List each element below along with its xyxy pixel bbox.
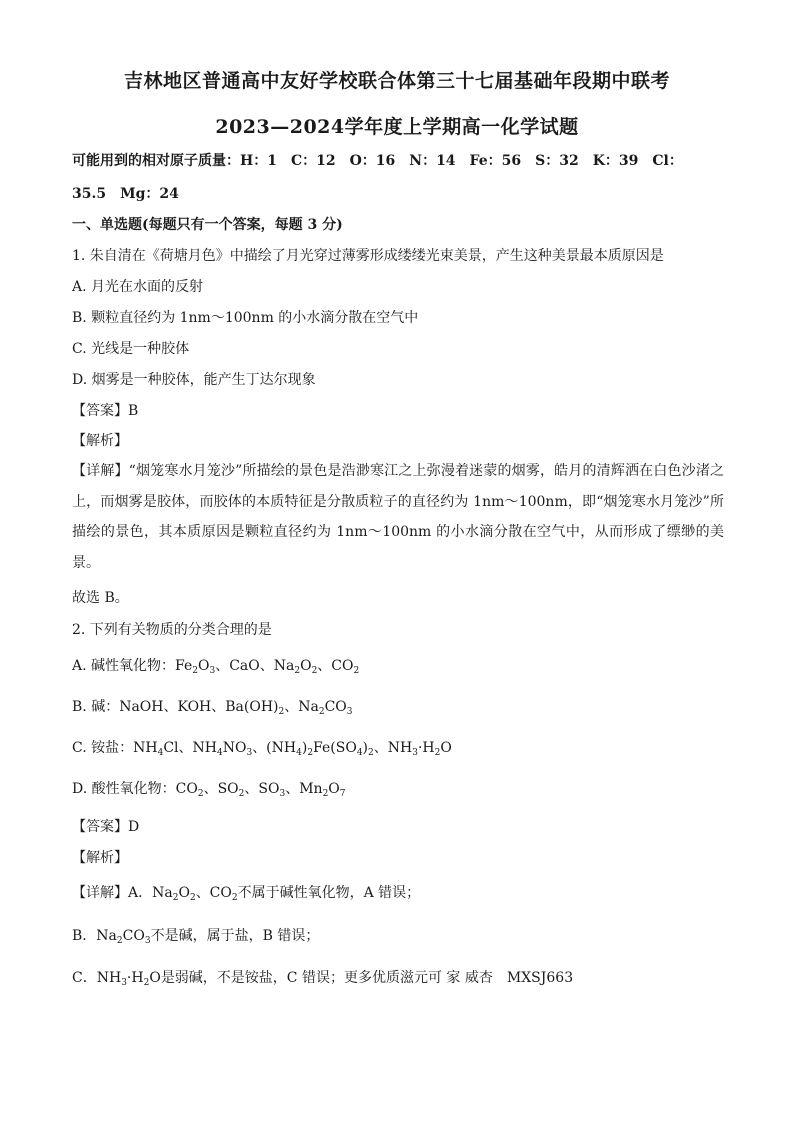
question-1-option-c: C. 光线是一种胶体	[72, 341, 190, 357]
question-1-detail: 【详解】“烟笼寒水月笼沙”所描绘的景色是浩渺寒江之上弥漫着迷蒙的烟雾，皓月的清辉洒在白色沙渚之上，而烟雾是胶体，而胶体的本质特征是分散质粒子的直径约为 1nm～100nm，即“烟笼寒水月笼沙”所描绘的景色，其本质原因是颗粒直径约为 1nm～100nm 的小水滴分散在空气中，从而形成了缥缈的美景。	[72, 463, 724, 571]
detail-a-formulas: $Na_2O_2$、$CO_2$	[152, 885, 238, 903]
question-1-answer: 【答案】B	[72, 403, 139, 419]
detail-c-suffix: 是弱碱，不是铵盐，C 错误；更多优质滋元可 家 威杏 MXSJ663	[160, 970, 574, 986]
exam-subtitle: 2023—2024学年度上学期高一化学试题	[215, 116, 579, 138]
question-1-stem: 1. 朱自清在《荷塘月色》中描绘了月光穿过薄雾形成缕缕光束美景，产生这种美景最本质原因是	[72, 248, 664, 264]
option-c-formulas: $NH_4Cl$、$NH_4NO_3$、$(NH_4)_2Fe(SO_4)_2$、$NH_3\cdot H_2O$	[133, 740, 452, 758]
question-2-option-b	[72, 696, 353, 716]
detail-c-prefix: C．	[72, 970, 97, 986]
detail-b-prefix: B．	[72, 928, 97, 944]
detail-a-suffix: 不属于碱性氧化物，A 错误；	[237, 885, 421, 901]
question-2-stem: 2. 下列有关物质的分类合理的是	[72, 622, 272, 638]
question-1-option-d: D. 烟雾是一种胶体，能产生丁达尔现象	[72, 372, 316, 388]
question-1-analysis-label: 【解析】	[72, 433, 128, 449]
exam-title: 吉林地区普通高中友好学校联合体第三十七届基础年段期中联考	[123, 70, 670, 92]
question-2-analysis-label: 【解析】	[72, 850, 128, 866]
question-1-option-a: A. 月光在水面的反射	[72, 279, 204, 295]
question-2-option-d	[72, 778, 346, 798]
option-a-label: A. 碱性氧化物：	[72, 658, 176, 674]
detail-b-formula: $Na_2CO_3$	[96, 928, 151, 946]
question-2-option-c	[72, 737, 452, 757]
question-2-detail-a	[72, 882, 420, 902]
question-2-detail-b	[72, 925, 319, 945]
detail-c-formula: $NH_3\cdot H_2O$	[96, 970, 161, 988]
section-title: 一、单选题(每题只有一个答案，每题 3 分)	[72, 217, 343, 233]
option-b-formulas: NaOH、KOH、$Ba(OH)_2$、$Na_2CO_3$	[119, 699, 353, 717]
detail-a-prefix: 【详解】A．	[72, 885, 153, 901]
question-2-detail-c	[72, 967, 573, 987]
question-2-option-a	[72, 655, 359, 675]
option-a-formulas: $Fe_2O_3$、CaO、$Na_2O_2$、$CO_2$	[175, 658, 360, 676]
question-2-answer: 【答案】D	[72, 819, 140, 835]
question-1-conclusion: 故选 B。	[72, 590, 129, 606]
question-1-option-b: B. 颗粒直径约为 1nm～100nm 的小水滴分散在空气中	[72, 310, 419, 326]
atomic-masses-line1: 可能用到的相对原子质量：H：1 C：12 O：16 N：14 Fe：56 S：32 K：39 Cl：	[72, 153, 683, 169]
option-c-label: C. 铵盐：	[72, 740, 134, 756]
detail-b-suffix: 不是碱，属于盐，B 错误；	[150, 928, 320, 944]
atomic-masses-line2: 35.5 Mg：24	[72, 186, 179, 202]
option-d-label: D. 酸性氧化物：	[72, 781, 176, 797]
option-d-formulas: $CO_2$、$SO_2$、$SO_3$、$Mn_2O_7$	[175, 781, 346, 799]
option-b-label: B. 碱：	[72, 699, 120, 715]
